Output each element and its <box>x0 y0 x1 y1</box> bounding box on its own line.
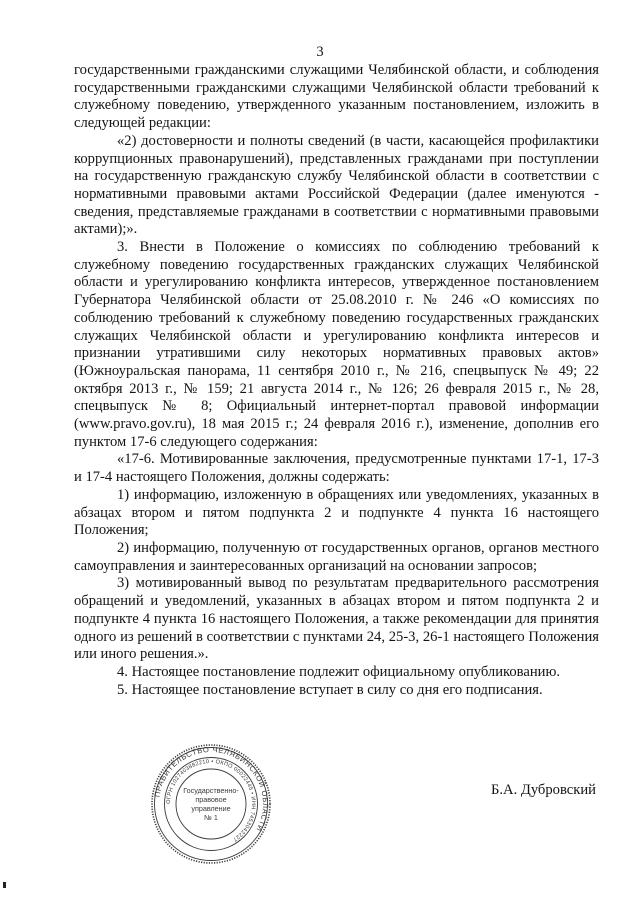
paragraph: 4. Настоящее постановление подлежит официальному опубликованию. <box>117 663 561 680</box>
margin-mark <box>3 882 6 888</box>
paragraph: 2) информацию, полученную от государственных органов, органов местного самоуправления и заинтересованных организаций на основании запросов; <box>74 539 599 574</box>
paragraph: «17-6. Мотивированные заключения, предусмотренные пунктами 17-1, 17-3 и 17-4 настоящего Положения, должны содержать: <box>74 451 599 486</box>
paragraph: 1) информацию, изложенную в обращениях или уведомлениях, указанных в абзацах втором и пятом подпункта 2 и подпункте 4 пункта 16 настоящего Положения; <box>74 486 599 539</box>
seal-center-line-4: № 1 <box>204 813 218 822</box>
seal-middle-text: ОГРН 1027403882210 • ОКПО 00022445 • ИНН 7453042227 <box>165 758 257 843</box>
paragraph: 3. Внести в Положение о комиссиях по соблюдению требований к служебному поведению государственных гражданских служащих Челябинской области и урегулированию конфликта интересов, утвержденное постановлением Губернатора Челябинской области от 25.08.2010 г. № 246 «О комиссиях по соблюдению требований к служебному поведению государственных гражданских служащих Челябинской области и урегулированию конфликта интересов и признании утратившими силу некоторых нормативных правовых актов» (Южноуральская панорама, 11 сентября 2010 г., № 216, спецвыпуск № 49; 22 октября 2013 г., № 159; 21 августа 2014 г., № 126; 26 февраля 2015 г., № 28, спецвыпуск № 8; Официальный интернет-портал правовой информации (www.pravo.gov.ru), 18 мая 2015 г.; 24 февраля 2016 г.), изменение, дополнив его пунктом 17-6 следующего содержания: <box>74 239 599 450</box>
paragraph: «2) достоверности и полноты сведений (в части, касающейся профилактики коррупционных правонарушений), представленных гражданами при поступлении на государственную гражданскую службу Челябинской области в соответствии с нормативными правовыми актами Российской Федерации (далее именуются - сведения, представляемые гражданами в соответствии с нормативными правовыми актами);». <box>74 132 599 238</box>
seal-center-line-1: Государственно- <box>183 786 239 795</box>
document-body <box>74 62 599 699</box>
page-number: 3 <box>316 44 324 60</box>
seal-center-line-2: правовое <box>195 795 227 804</box>
signature-name: Б.А. Дубровский <box>491 782 596 798</box>
paragraph: 5. Настоящее постановление вступает в силу со дня его подписания. <box>117 681 543 698</box>
official-seal <box>150 743 272 865</box>
paragraph: государственными гражданскими служащими Челябинской области, и соблюдения государственными гражданскими служащими Челябинской области требований к служебному поведению, утвержденного указанным постановлением, изложить в следующей редакции: <box>74 62 599 132</box>
paragraph: 3) мотивированный вывод по результатам предварительного рассмотрения обращений и уведомлений, указанных в абзацах втором и пятом подпункта 2 и подпункте 4 пункта 16 настоящего Положения, а также рекомендации для принятия одного из решений в соответствии с пунктами 24, 25-3, 26-1 настоящего Положения или иного решения.». <box>74 575 599 663</box>
seal-center-line-3: управление <box>191 804 231 813</box>
seal-outer-text: ПРАВИТЕЛЬСТВО ЧЕЛЯБИНСКОЙ ОБЛАСТИ <box>152 744 271 834</box>
